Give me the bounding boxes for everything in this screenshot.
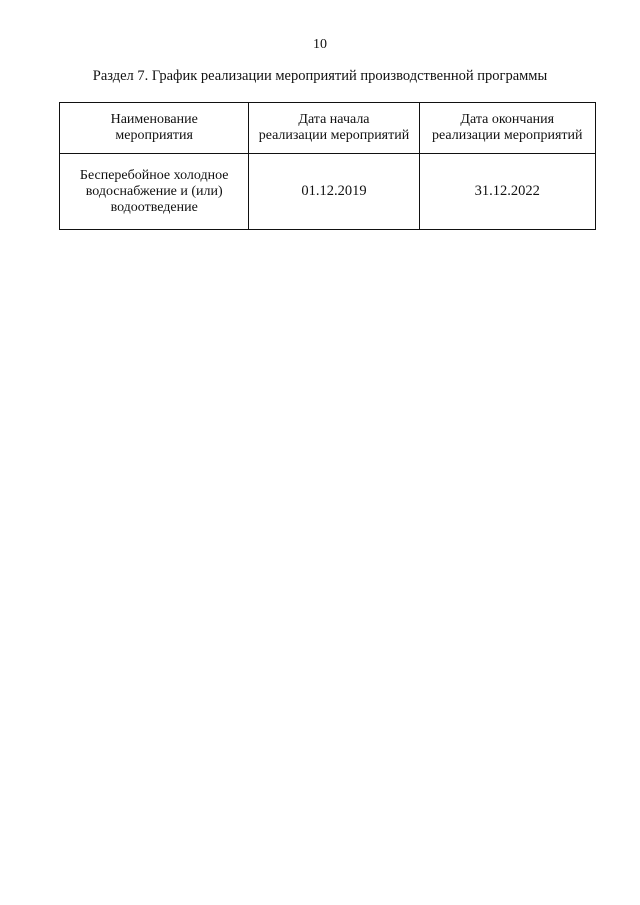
header-name [60, 103, 249, 154]
end-date-value: 31.12.2022 [474, 183, 540, 199]
table-row [60, 154, 596, 230]
cell-end-date [419, 154, 595, 230]
header-start-line-2: реализации мероприятий [258, 128, 410, 143]
activity-name-line-3: водоотведение [110, 199, 198, 215]
header-name-line-2: мероприятия [115, 128, 193, 143]
header-row [60, 103, 596, 154]
cell-start-date [249, 154, 419, 230]
activity-name-line-1: Бесперебойное холодное [79, 167, 229, 183]
header-end-line-2: реализации мероприятий [432, 128, 583, 143]
schedule-table [59, 102, 596, 230]
header-start-line-1: Дата начала [298, 112, 370, 127]
start-date-value: 01.12.2019 [301, 183, 367, 199]
page-number: 10 [313, 37, 327, 52]
table-body [60, 154, 596, 230]
activity-name-line-2: водоснабжение и (или) [85, 183, 223, 199]
cell-activity-name [60, 154, 249, 230]
header-name-line-1: Наименование [110, 112, 198, 127]
header-end-line-1: Дата окончания [460, 112, 555, 127]
table-header [60, 103, 596, 154]
section-title: Раздел 7. График реализации мероприятий производственной программы [92, 68, 548, 84]
header-start-date [249, 103, 419, 154]
header-end-date [419, 103, 595, 154]
